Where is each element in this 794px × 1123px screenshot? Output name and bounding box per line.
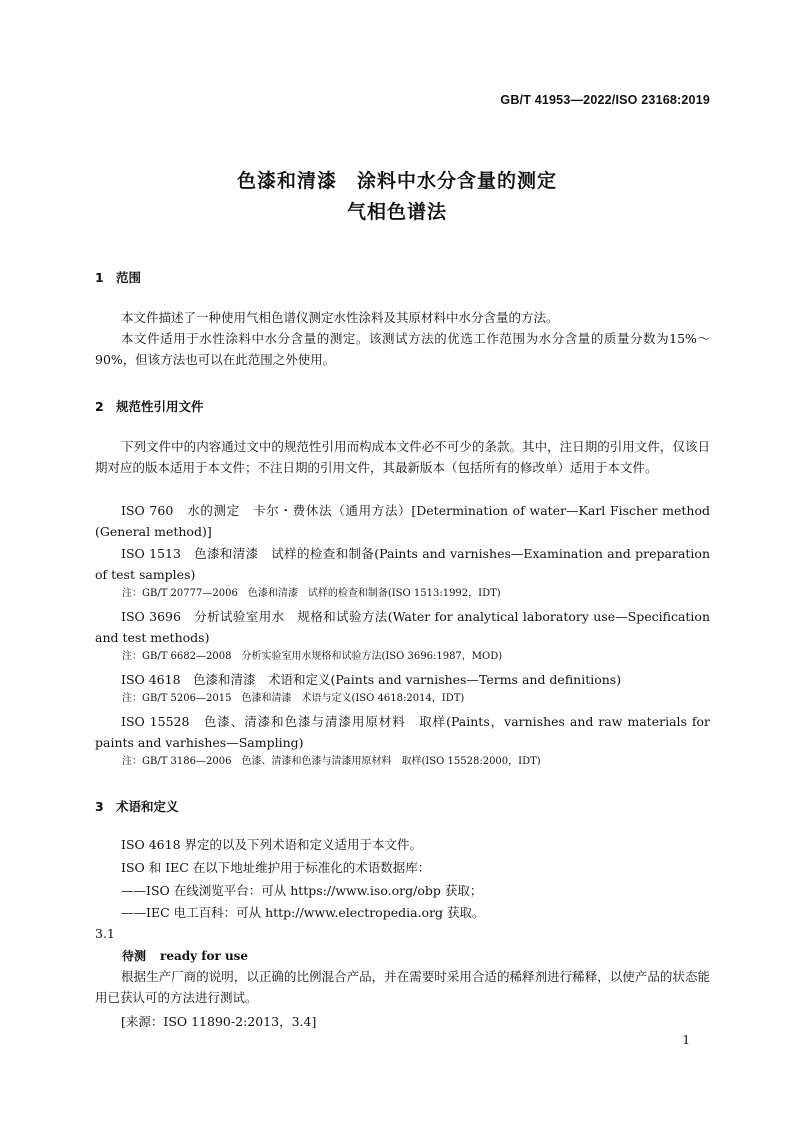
section-title: 规范性引用文件 (116, 399, 204, 414)
reference-note: 注：GB/T 6682—2008 分析实验室用水规格和试验方法(ISO 3696:1987，MOD) (122, 651, 503, 662)
section-number: 3 (95, 799, 104, 814)
paragraph: ISO 和 IEC 在以下地址维护用于标准化的术语数据库： (121, 860, 431, 875)
document-title-line1: 色漆和清漆 涂料中水分含量的测定 (236, 170, 557, 192)
term-source: [来源：ISO 11890-2:2013，3.4] (121, 1014, 317, 1029)
reference-note: 注：GB/T 20777—2006 色漆和清漆 试样的检查和制备(ISO 1513:1992，IDT) (122, 588, 501, 599)
section-heading-normative-references (95, 397, 204, 415)
page-number: 1 (682, 1033, 690, 1047)
paragraph: 本文件适用于水性涂料中水分含量的测定。该测试方法的优选工作范围为水分含量的质量分数为15%～90%，但该方法也可以在此范围之外使用。 (95, 331, 710, 367)
reference-note: 注：GB/T 5206—2015 色漆和清漆 术语与定义(ISO 4618:2014，IDT) (122, 693, 465, 704)
section-title: 术语和定义 (116, 799, 179, 814)
section-number: 1 (95, 270, 104, 285)
document-title-line2: 气相色谱法 (346, 201, 447, 223)
reference-note: 注：GB/T 3186—2006 色漆、清漆和色漆与清漆用原材料 取样(ISO 15528:2000，IDT) (122, 756, 541, 767)
paragraph: ——IEC 电工百科：可从 http://www.electropedia.org 获取。 (121, 905, 485, 920)
term-zh: 待测 (122, 949, 147, 963)
paragraph: ——ISO 在线浏览平台：可从 https://www.iso.org/obp 获取； (121, 883, 483, 898)
reference-entry: ISO 1513 色漆和清漆 试样的检查和制备(Paints and varnishes—Examination and preparation of test samples) (95, 546, 710, 582)
paragraph: ISO 4618 界定的以及下列术语和定义适用于本文件。 (121, 837, 423, 852)
paragraph: 下列文件中的内容通过文中的规范性引用而构成本文件必不可少的条款。其中，注日期的引用文件，仅该日期对应的版本适用于本文件；不注日期的引用文件，其最新版本（包括所有的修改单）适用于本文件。 (95, 439, 710, 475)
reference-entry: ISO 760 水的测定 卡尔・费休法（通用方法）[Determination of water—Karl Fischer method (General method)] (95, 503, 710, 539)
reference-entry: ISO 4618 色漆和清漆 术语和定义(Paints and varnishes—Terms and definitions) (121, 672, 622, 687)
section-title: 范围 (116, 270, 142, 285)
section-heading-terms (95, 797, 179, 815)
reference-entry: ISO 15528 色漆、清漆和色漆与清漆用原材料 取样(Paints，varnishes and raw materials for paints and varhishes—Sampling) (95, 714, 710, 750)
term-entry (122, 947, 248, 964)
standard-code: GB/T 41953—2022/ISO 23168:2019 (500, 93, 710, 107)
section-heading-scope (95, 268, 141, 286)
term-en: ready for use (160, 949, 249, 963)
section-number: 2 (95, 399, 104, 414)
term-number: 3.1 (95, 926, 115, 941)
paragraph: 本文件描述了一种使用气相色谱仪测定水性涂料及其原材料中水分含量的方法。 (121, 310, 559, 325)
reference-entry: ISO 3696 分析试验室用水 规格和试验方法(Water for analytical laboratory use—Specification and test methods) (95, 609, 710, 645)
term-definition: 根据生产厂商的说明，以正确的比例混合产品，并在需要时采用合适的稀释剂进行稀释，以使产品的状态能用已获认可的方法进行测试。 (95, 969, 710, 1005)
